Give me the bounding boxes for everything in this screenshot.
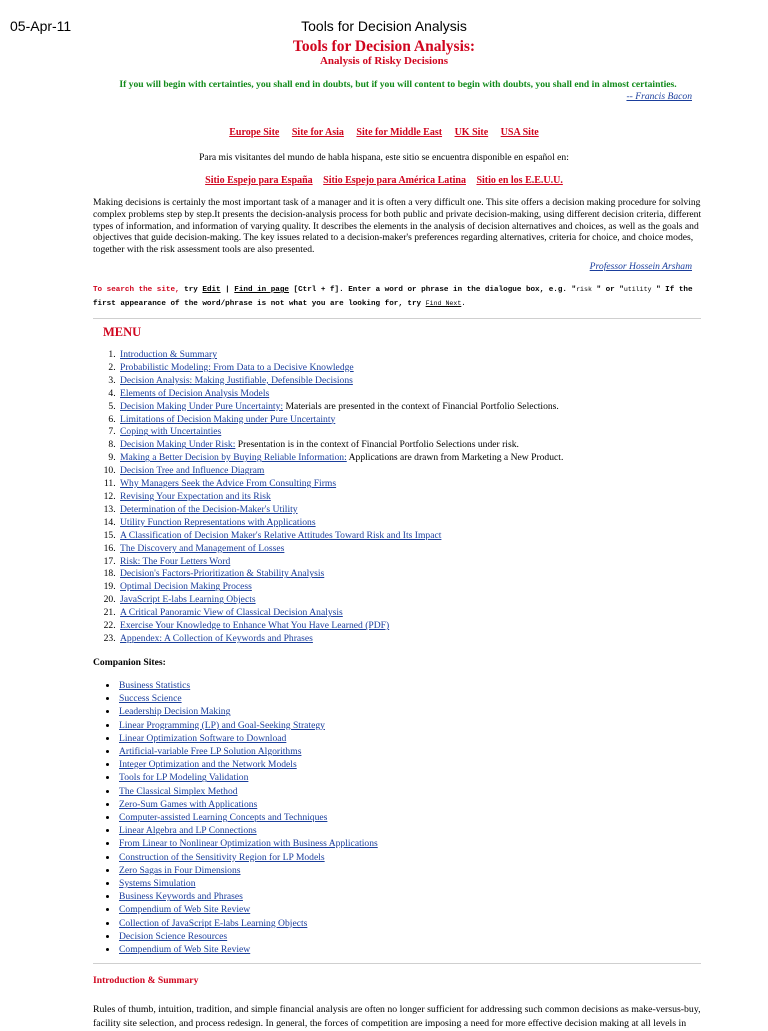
menu-item-link[interactable]: Decision's Factors-Prioritization & Stability Analysis	[120, 568, 325, 580]
find-in-page-label: Find in page	[234, 286, 289, 294]
menu-item	[118, 439, 718, 452]
site-link-uk[interactable]: UK Site	[454, 127, 489, 138]
regional-sites	[0, 127, 768, 138]
menu-item-link[interactable]: Decision Tree and Influence Diagram	[120, 465, 265, 477]
companion-site-link[interactable]: Systems Simulation	[119, 878, 196, 890]
companion-site-link[interactable]: Computer-assisted Learning Concepts and Techniques	[119, 812, 328, 824]
companion-site-link[interactable]: Integer Optimization and the Network Models	[119, 759, 297, 771]
section-heading: Introduction & Summary	[93, 975, 199, 986]
companion-item	[118, 877, 718, 890]
menu-item	[118, 633, 718, 646]
page-subtitle: Analysis of Risky Decisions	[319, 55, 449, 67]
site-link-europe[interactable]: Europe Site	[229, 127, 280, 138]
search-lead: To search the site,	[93, 286, 180, 294]
menu-item-link[interactable]: Coping with Uncertainties	[120, 426, 222, 438]
menu-item	[118, 465, 718, 478]
companion-site-link[interactable]: Success Science	[119, 693, 182, 705]
intro-paragraph: Making decisions is certainly the most important task of a manager and it is often a very difficult one. This site offers a decision making procedure for solving complex problems step by step.It presents the decision-analysis process for both public and private decision-making, using different decision criteria, different types of information, and information of varying quality. It describes the elements in the analysis of decision alternatives and choices, as well as the goals and objectives that guide decision-making. The key issues related to a decision-maker's preferences regarding alternatives, criteria for choice, and choice modes, together with the risk assessment tools are also presented.	[93, 197, 702, 256]
menu-heading: MENU	[103, 325, 142, 339]
companion-item	[118, 930, 718, 943]
companion-item	[118, 758, 718, 771]
mirror-link-latin-america[interactable]: Sitio Espejo para América Latina	[323, 175, 466, 186]
quote-text: If you will begin with certainties, you shall end in doubts, but if you will content to begin with doubts, you shall end in almost certainties.	[119, 79, 677, 90]
menu-item	[118, 349, 718, 362]
search-end: .	[461, 300, 466, 308]
menu-item-link[interactable]: A Classification of Decision Maker's Relative Attitudes Toward Risk and Its Impact	[120, 529, 442, 541]
menu-item-description: Presentation is in the context of Financial Portfolio Selections under risk.	[235, 439, 519, 451]
document-title: Tools for Decision Analysis	[301, 18, 467, 34]
companion-site-link[interactable]: Decision Science Resources	[119, 930, 228, 942]
menu-item-link[interactable]: Elements of Decision Analysis Models	[120, 387, 270, 399]
menu-item-link[interactable]: Decision Making Under Risk:	[120, 439, 236, 451]
companion-item	[118, 917, 718, 930]
search-text-1: try	[179, 286, 203, 294]
mirror-link-usa[interactable]: Sitio en los E.E.U.U.	[476, 175, 563, 186]
companion-item	[118, 732, 718, 745]
menu-item-link[interactable]: Revising Your Expectation and its Risk	[120, 490, 271, 502]
search-instructions	[93, 283, 708, 311]
section-paragraph: Rules of thumb, intuition, tradition, and simple financial analysis are often no longer sufficient for addressing such common decisions as make-versus-buy, facility site selection, and process redesign. In general, the forces of competition are imposing a need for more effective decision making at all levels in	[93, 1004, 701, 1029]
menu-item	[118, 607, 718, 620]
companion-heading: Companion Sites:	[93, 657, 166, 668]
menu-item-link[interactable]: Introduction & Summary	[120, 349, 217, 360]
quote-author-link[interactable]: -- Francis Bacon	[626, 91, 692, 102]
companion-site-link[interactable]: The Classical Simplex Method	[119, 785, 238, 797]
companion-site-link[interactable]: Linear Programming (LP) and Goal-Seeking Strategy	[119, 719, 325, 731]
menu-item-link[interactable]: JavaScript E-labs Learning Objects	[120, 594, 256, 606]
companion-site-link[interactable]: From Linear to Nonlinear Optimization with Business Applications	[119, 838, 378, 850]
menu-item	[118, 556, 718, 569]
menu-item-description: Materials are presented in the context of Financial Portfolio Selections.	[283, 400, 559, 412]
companion-site-link[interactable]: Tools for LP Modeling Validation	[119, 772, 249, 784]
menu-item-link[interactable]: A Critical Panoramic View of Classical Decision Analysis	[120, 607, 343, 619]
companion-item	[118, 943, 718, 956]
search-text-4: " If the first appearance of the word/phrase is not what you are looking for, try	[93, 286, 693, 308]
edit-menu-label: Edit	[202, 286, 221, 294]
menu-item-link[interactable]: Decision Making Under Pure Uncertainty:	[120, 400, 284, 412]
menu-item	[118, 530, 718, 543]
search-text-3: " or "	[591, 286, 624, 294]
menu-item	[118, 426, 718, 439]
menu-item-link[interactable]: Decision Analysis: Making Justifiable, Defensible Decisions	[120, 374, 353, 386]
companion-item	[118, 903, 718, 916]
menu-item-link[interactable]: Why Managers Seek the Advice From Consulting Firms	[120, 478, 337, 490]
companion-site-link[interactable]: Compendium of Web Site Review	[119, 904, 251, 916]
menu-item	[118, 452, 718, 465]
companion-site-link[interactable]: Artificial-variable Free LP Solution Algorithms	[119, 746, 302, 758]
companion-item	[118, 692, 718, 705]
example-utility: utility	[623, 286, 652, 293]
page-header	[0, 18, 768, 38]
companion-item	[118, 745, 718, 758]
spanish-notice: Para mis visitantes del mundo de habla hispana, este sitio se encuentra disponible en español en:	[199, 152, 569, 163]
companion-site-link[interactable]: Leadership Decision Making	[119, 706, 231, 718]
companion-item	[118, 719, 718, 732]
companion-item	[118, 798, 718, 811]
companion-list	[93, 679, 718, 956]
search-text-2: [Ctrl + f]. Enter a word or phrase in the dialogue box, e.g. "	[288, 286, 577, 294]
companion-item	[118, 824, 718, 837]
menu-item-link[interactable]: Exercise Your Knowledge to Enhance What You Have Learned (PDF)	[120, 620, 390, 632]
example-risk: risk	[576, 286, 592, 293]
companion-item	[118, 837, 718, 850]
menu-item	[118, 478, 718, 491]
companion-item	[118, 890, 718, 903]
menu-item-link[interactable]: Making a Better Decision by Buying Reliable Information:	[120, 452, 347, 464]
companion-item	[118, 851, 718, 864]
companion-site-link[interactable]: Compendium of Web Site Review	[119, 944, 251, 956]
menu-item	[118, 388, 718, 401]
menu-item	[118, 401, 718, 414]
companion-item	[118, 705, 718, 718]
menu-item	[118, 543, 718, 556]
companion-item	[118, 785, 718, 798]
menu-item	[118, 620, 718, 633]
menu-item	[118, 375, 718, 388]
menu-item	[118, 568, 718, 581]
menu-item-link[interactable]: Optimal Decision Making Process	[120, 581, 252, 593]
intro-author-link[interactable]: Professor Hossein Arsham	[589, 261, 692, 272]
menu-list	[93, 349, 718, 646]
divider	[93, 963, 701, 964]
menu-item-link[interactable]: The Discovery and Management of Losses	[120, 542, 285, 554]
companion-site-link[interactable]: Business Statistics	[119, 680, 191, 691]
site-link-asia[interactable]: Site for Asia	[291, 127, 344, 138]
companion-site-link[interactable]: Construction of the Sensitivity Region for LP Models	[119, 851, 325, 863]
site-link-usa[interactable]: USA Site	[500, 127, 539, 138]
companion-site-link[interactable]: Linear Optimization Software to Download	[119, 732, 287, 744]
print-date: 05-Apr-11	[10, 18, 72, 34]
companion-site-link[interactable]: Business Keywords and Phrases	[119, 891, 243, 903]
companion-site-link[interactable]: Zero Sagas in Four Dimensions	[119, 864, 241, 876]
find-next-label: Find Next	[425, 300, 462, 307]
divider	[93, 318, 701, 319]
site-link-middle-east[interactable]: Site for Middle East	[356, 127, 443, 138]
menu-item	[118, 517, 718, 530]
spanish-mirrors	[0, 175, 768, 186]
page-title: Tools for Decision Analysis:	[292, 38, 476, 55]
menu-item-link[interactable]: Risk: The Four Letters Word	[120, 555, 231, 567]
companion-item	[118, 811, 718, 824]
companion-site-link[interactable]: Collection of JavaScript E-labs Learning Objects	[119, 917, 308, 929]
menu-item-link[interactable]: Appendex: A Collection of Keywords and Phrases	[120, 632, 313, 644]
menu-item	[118, 594, 718, 607]
menu-item	[118, 491, 718, 504]
mirror-link-spain[interactable]: Sitio Espejo para España	[205, 175, 313, 186]
menu-item-link[interactable]: Limitations of Decision Making under Pure Uncertainty	[120, 413, 336, 425]
menu-item-link[interactable]: Determination of the Decision-Maker's Utility	[120, 503, 298, 515]
menu-item-description: Applications are drawn from Marketing a New Product.	[346, 452, 564, 464]
menu-item-link[interactable]: Utility Function Representations with Applications	[120, 516, 316, 528]
companion-item	[118, 679, 718, 692]
search-sep: |	[220, 286, 235, 294]
companion-site-link[interactable]: Zero-Sum Games with Applications	[119, 798, 258, 810]
menu-item	[118, 414, 718, 427]
companion-item	[118, 864, 718, 877]
companion-site-link[interactable]: Linear Algebra and LP Connections	[119, 825, 257, 837]
menu-item	[118, 362, 718, 375]
menu-item-link[interactable]: Probabilistic Modeling: From Data to a Decisive Knowledge	[120, 361, 354, 373]
companion-item	[118, 771, 718, 784]
menu-item	[118, 504, 718, 517]
menu-item	[118, 581, 718, 594]
